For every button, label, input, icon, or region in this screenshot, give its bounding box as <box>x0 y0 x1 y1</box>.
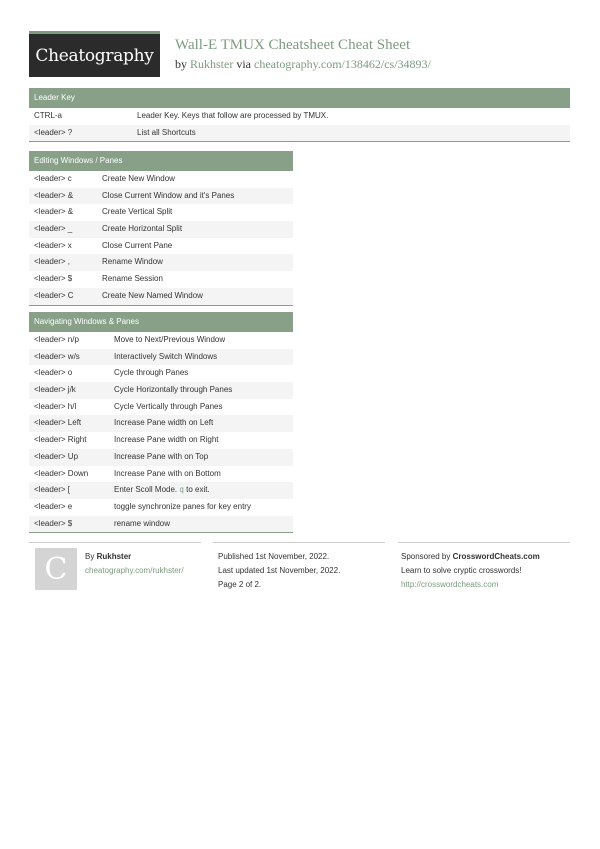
footer-author-name[interactable]: Rukhster <box>96 552 132 561</box>
avatar-letter: C <box>44 551 68 587</box>
shortcut-key: <leader> w/s <box>34 351 80 361</box>
table-row <box>29 288 293 305</box>
shortcut-key: <leader> _ <box>34 224 73 234</box>
shortcut-key: <leader> $ <box>34 518 73 528</box>
shortcut-desc: Rename Window <box>102 257 163 267</box>
section-divider <box>29 141 570 142</box>
sponsor-tagline: Learn to solve cryptic crosswords! <box>401 566 522 575</box>
section-leader-key <box>29 88 570 142</box>
published-date: Published 1st November, 2022. <box>218 552 330 561</box>
table-row <box>29 365 293 382</box>
logo-text: Cheatography <box>35 45 154 66</box>
shortcut-key: <leader> e <box>34 501 73 511</box>
section-title: Editing Windows / Panes <box>29 151 293 171</box>
table-row <box>29 449 293 466</box>
table-row <box>29 415 293 432</box>
shortcut-desc: Interactively Switch Windows <box>114 351 218 361</box>
shortcut-desc: Increase Pane width on Right <box>114 435 219 445</box>
shortcut-key: <leader> , <box>34 257 71 267</box>
shortcut-key: <leader> [ <box>34 485 71 495</box>
author-profile-link[interactable]: cheatography.com/rukhster/ <box>85 566 184 575</box>
sheet-url-link[interactable]: cheatography.com/138462/cs/34893/ <box>254 57 431 71</box>
shortcut-desc: Cycle Horizontally through Panes <box>114 385 233 395</box>
shortcut-key: <leader> o <box>34 368 73 378</box>
section-title: Leader Key <box>29 88 570 108</box>
shortcut-desc: Cycle Vertically through Panes <box>114 401 223 411</box>
shortcut-key: <leader> & <box>34 190 74 200</box>
shortcut-key: <leader> Down <box>34 468 89 478</box>
shortcut-desc: Create Horizontal Split <box>102 224 183 234</box>
shortcut-desc: List all Shortcuts <box>137 127 196 137</box>
section-divider <box>29 532 293 533</box>
cheatography-logo[interactable] <box>29 31 160 77</box>
shortcut-key: <leader> n/p <box>34 335 79 344</box>
shortcut-key: CTRL-a <box>34 111 63 120</box>
shortcut-desc: Rename Session <box>102 274 163 284</box>
shortcut-desc: Close Current Pane <box>102 240 173 250</box>
shortcut-desc: Increase Pane width on Left <box>114 418 214 428</box>
section-editing-windows <box>29 151 293 306</box>
shortcut-desc: Cycle through Panes <box>114 368 189 378</box>
table-row <box>29 271 293 288</box>
footer-divider <box>398 542 570 543</box>
table-row <box>29 482 293 499</box>
shortcut-key: <leader> Left <box>34 418 82 428</box>
shortcut-key: <leader> j/k <box>34 385 76 395</box>
shortcut-key: <leader> h/l <box>34 401 77 411</box>
shortcut-desc <box>114 482 210 499</box>
footer-author <box>85 550 184 578</box>
shortcut-key: <leader> c <box>34 174 72 183</box>
table-row <box>29 399 293 416</box>
shortcut-key: <leader> ? <box>34 127 73 137</box>
by-text: By <box>85 552 95 561</box>
footer-divider <box>29 542 201 543</box>
table-row <box>29 204 293 221</box>
table-row <box>29 499 293 516</box>
section-divider <box>29 305 293 306</box>
table-row <box>29 108 570 125</box>
table-row <box>29 332 293 349</box>
by-prefix: by <box>175 57 187 71</box>
sponsor-link[interactable]: http://crosswordcheats.com <box>401 580 499 589</box>
shortcut-desc: Create Vertical Split <box>102 207 173 217</box>
author-link[interactable]: Rukhster <box>190 57 234 71</box>
shortcut-key: <leader> x <box>34 240 72 250</box>
shortcut-desc: Leader Key. Keys that follow are processed by TMUX. <box>137 111 329 120</box>
shortcut-key: <leader> & <box>34 207 74 217</box>
shortcut-desc: Move to Next/Previous Window <box>114 335 226 344</box>
footer-dates <box>218 550 340 592</box>
section-rows <box>29 108 570 141</box>
section-title: Navigating Windows & Panes <box>29 312 293 332</box>
shortcut-desc: toggle synchronize panes for key entry <box>114 501 251 511</box>
section-rows <box>29 171 293 305</box>
table-row <box>29 221 293 238</box>
updated-date: Last updated 1st November, 2022. <box>218 566 341 575</box>
via-text: via <box>236 57 252 71</box>
inline-code: q <box>179 485 184 495</box>
shortcut-desc: rename window <box>114 518 171 528</box>
title-block <box>175 37 431 72</box>
sponsor-name[interactable]: CrosswordCheats.com <box>452 552 540 561</box>
table-row <box>29 125 570 142</box>
shortcut-key: <leader> Up <box>34 451 79 461</box>
shortcut-key: <leader> $ <box>34 274 73 284</box>
shortcut-desc: Close Current Window and it's Panes <box>102 190 235 200</box>
table-row <box>29 171 293 188</box>
table-row <box>29 238 293 255</box>
desc-text: Enter Scoll Mode. <box>114 485 178 495</box>
desc-text: to exit. <box>186 485 210 495</box>
shortcut-key: <leader> Right <box>34 435 87 445</box>
page-title: Wall-E TMUX Cheatsheet Cheat Sheet <box>175 37 411 53</box>
sponsored-text: Sponsored by <box>401 552 451 561</box>
shortcut-key: <leader> C <box>34 290 74 300</box>
table-row <box>29 188 293 205</box>
table-row <box>29 432 293 449</box>
section-rows <box>29 332 293 532</box>
byline <box>175 57 431 72</box>
shortcut-desc: Increase Pane with on Bottom <box>114 468 221 478</box>
shortcut-desc: Create New Named Window <box>102 290 203 300</box>
table-row <box>29 516 293 533</box>
shortcut-desc: Increase Pane with on Top <box>114 451 209 461</box>
section-navigating-windows <box>29 312 293 533</box>
table-row <box>29 349 293 366</box>
table-row <box>29 382 293 399</box>
table-row <box>29 254 293 271</box>
author-avatar[interactable] <box>35 548 77 590</box>
page-footer <box>29 542 570 592</box>
table-row <box>29 466 293 483</box>
footer-divider <box>213 542 385 543</box>
page-number: Page 2 of 2. <box>218 580 262 589</box>
footer-sponsor <box>401 550 540 592</box>
shortcut-desc: Create New Window <box>102 174 175 183</box>
